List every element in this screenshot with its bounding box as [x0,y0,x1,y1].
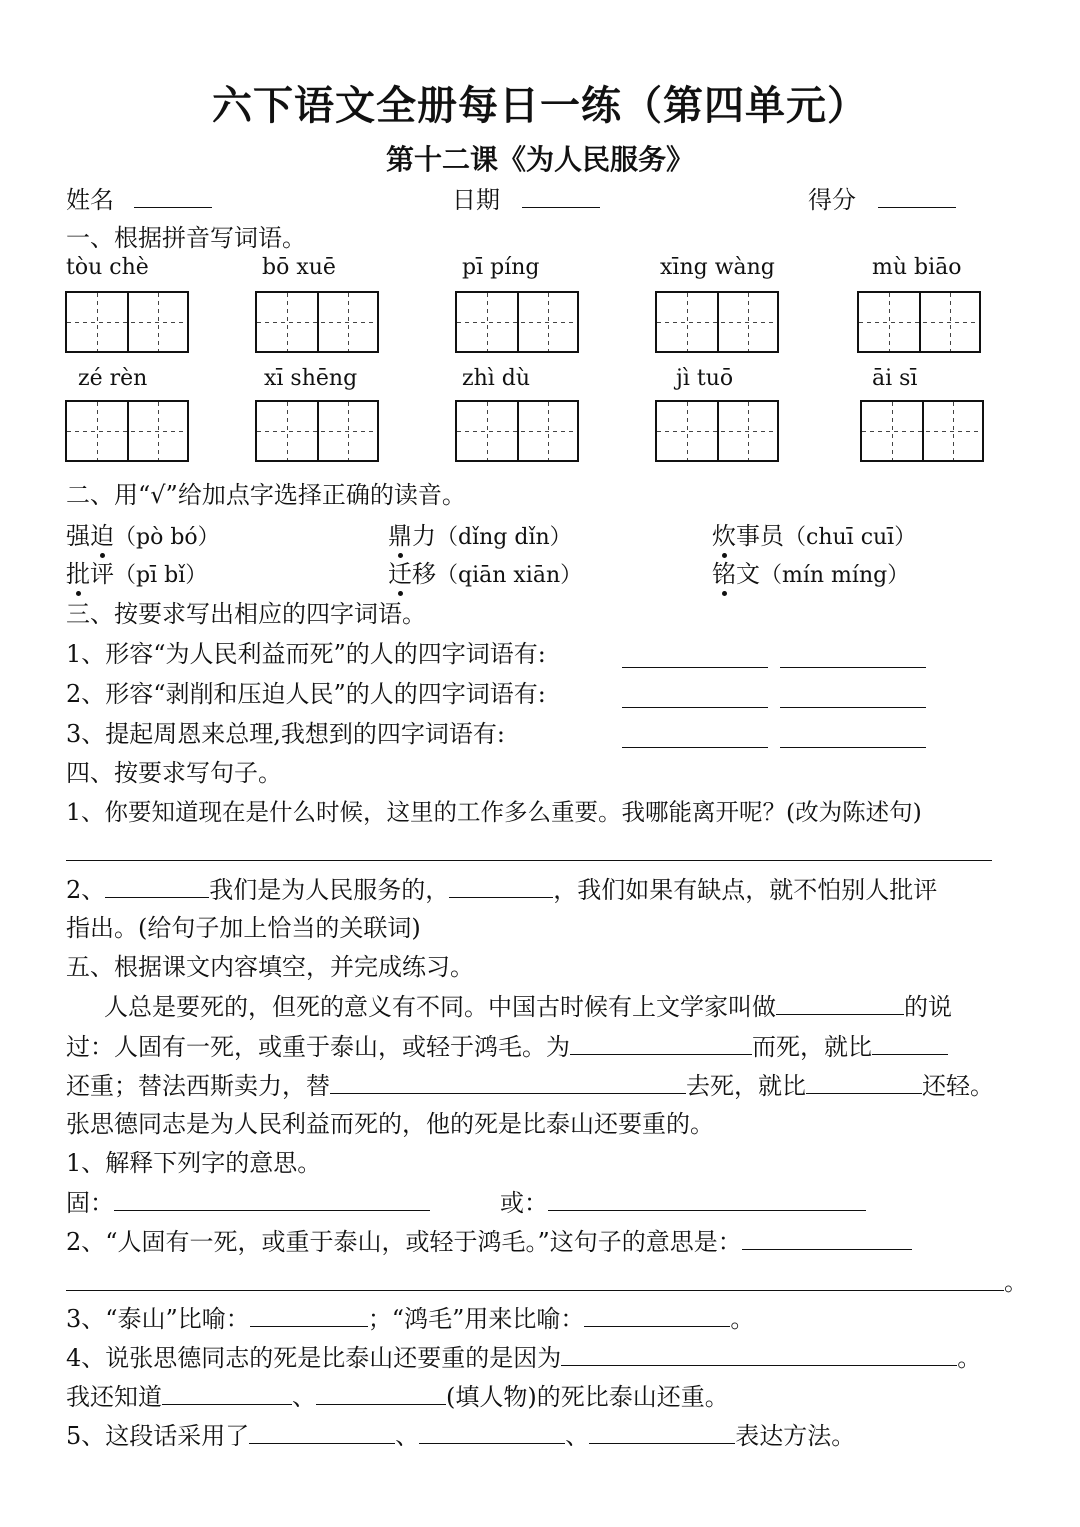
question-text: 、 [292,1383,316,1411]
dotted-char: 炊 [712,522,736,550]
question-3-2: 2、形容“剥削和压迫人民”的人的四字词语有: [66,680,546,708]
answer-blank[interactable] [548,1186,866,1211]
writing-grid[interactable] [455,291,579,353]
question-5-5 [66,1419,855,1452]
pinyin-options[interactable]: （qiān xiān） [436,563,583,588]
passage-line [66,1030,948,1063]
passage-text: 的说 [904,993,952,1021]
section-2-heading: 二、用“√”给加点字选择正确的读音。 [66,481,466,509]
answer-blank[interactable] [589,1419,735,1444]
reading-choice[interactable] [388,520,572,552]
define-gu [66,1186,430,1219]
answer-blank[interactable] [742,1225,912,1250]
question-text: 。 [730,1305,755,1333]
answer-blank[interactable] [250,1302,368,1327]
page-title: 六下语文全册每日一练（第四单元） [212,82,868,129]
writing-grid[interactable] [857,291,981,353]
word-text: 评 [90,560,114,588]
pinyin-prompt: jì tuō [676,366,734,391]
pinyin-prompt: bō xuē [262,255,336,280]
question-4-1: 1、你要知道现在是什么时候，这里的工作多么重要。我哪能离开呢？(改为陈述句) [66,798,922,826]
reading-choice[interactable] [66,558,207,590]
answer-blank[interactable] [622,707,768,708]
pinyin-prompt: āi sī [872,366,918,391]
passage-text: 还轻。 [922,1072,994,1100]
question-text: 3、“泰山”比喻： [66,1305,250,1333]
char-label: 固： [66,1189,114,1217]
section-3-heading: 三、按要求写出相应的四字词语。 [66,600,426,628]
name-label: 姓名 [66,186,114,214]
word-text: 强 [66,522,90,550]
dotted-char: 迁 [388,560,412,588]
writing-grid[interactable] [255,291,379,353]
section-4-heading: 四、按要求写句子。 [66,759,282,787]
passage-text: 去死，就比 [686,1072,806,1100]
section-1-heading: 一、根据拼音写词语。 [66,224,306,252]
answer-blank[interactable] [105,873,209,898]
pinyin-prompt: zé rèn [78,366,148,391]
pinyin-prompt: xī shēng [264,366,358,391]
section-5-heading: 五、根据课文内容填空，并完成练习。 [66,953,474,981]
writing-grid[interactable] [655,291,779,353]
question-5-4-b [66,1380,729,1413]
answer-blank[interactable] [249,1419,395,1444]
writing-grid[interactable] [255,400,379,462]
question-text: 表达方法。 [735,1422,856,1450]
end-period: 。 [1004,1268,1028,1296]
question-number: 2、 [66,876,106,904]
answer-blank[interactable] [872,1030,948,1055]
answer-blank[interactable] [622,667,768,668]
answer-blank[interactable] [780,707,926,708]
passage-line [66,1069,994,1102]
answer-blank[interactable] [622,747,768,748]
question-5-1: 1、解释下列字的意思。 [66,1149,322,1177]
reading-choice[interactable] [712,520,916,552]
lesson-subtitle: 第十二课《为人民服务》 [385,143,694,176]
score-label: 得分 [808,186,856,214]
answer-blank[interactable] [776,990,904,1015]
answer-blank[interactable] [780,747,926,748]
date-label: 日期 [452,186,500,214]
word-text: 移 [412,560,436,588]
reading-choice[interactable] [66,520,220,552]
question-4-2 [66,873,937,906]
dotted-char: 铭 [712,560,736,588]
question-text: ，我们如果有缺点，就不怕别人批评 [553,876,938,904]
passage-text: 而死，就比 [752,1033,872,1061]
writing-grid[interactable] [65,400,189,462]
word-text: 文 [736,560,760,588]
pinyin-options[interactable]: （dǐng dǐn） [436,525,572,550]
pinyin-prompt: zhì dù [462,366,531,391]
question-5-3 [66,1302,754,1335]
answer-blank[interactable] [570,1030,752,1055]
score-blank[interactable] [878,183,956,208]
question-text: 我还知道 [66,1383,162,1411]
answer-blank[interactable] [330,1069,686,1094]
writing-grid[interactable] [860,400,984,462]
name-blank[interactable] [134,183,212,208]
date-field[interactable] [452,183,600,216]
pinyin-options[interactable]: （pò bó） [114,525,220,550]
answer-line[interactable] [66,860,992,861]
writing-grid[interactable] [455,400,579,462]
question-text: 4、说张思德同志的死是比泰山还要重的是因为 [66,1344,562,1372]
dotted-char: 迫 [90,522,114,550]
writing-grid[interactable] [65,291,189,353]
reading-choice[interactable] [388,558,582,590]
passage-text: 还重；替法西斯卖力，替 [66,1072,330,1100]
question-text: 、 [565,1422,590,1450]
pinyin-prompt: pī píng [462,255,540,280]
define-huo [500,1186,866,1219]
char-label: 或： [500,1189,548,1217]
pinyin-options[interactable]: （chuī cuī） [784,525,917,550]
question-text: ；“鸿毛”用来比喻： [367,1305,585,1333]
pinyin-prompt: xīng wàng [660,255,775,280]
reading-choice[interactable] [712,558,909,590]
question-3-3: 3、提起周恩来总理,我想到的四字词语有: [66,720,505,748]
answer-line[interactable] [66,1290,1004,1291]
writing-grid[interactable] [655,400,779,462]
question-text: (填人物)的死比泰山还重。 [446,1383,729,1411]
pinyin-options[interactable]: （pī bǐ） [114,563,208,588]
question-text: 5、这段话采用了 [66,1422,250,1450]
answer-blank[interactable] [806,1069,922,1094]
question-text: 。 [957,1344,982,1372]
passage-line: 张思德同志是为人民利益而死的，他的死是比泰山还要重的。 [66,1110,714,1138]
question-5-2 [66,1225,912,1258]
passage-line [104,990,952,1023]
name-field[interactable] [66,183,212,216]
pinyin-prompt: tòu chè [66,255,149,280]
dotted-char: 鼎 [388,522,412,550]
answer-blank[interactable] [316,1380,446,1405]
date-blank[interactable] [522,183,600,208]
answer-blank[interactable] [114,1186,430,1211]
question-4-2-instruction: 指出。(给句子加上恰当的关联词) [66,914,421,942]
dotted-char: 批 [66,560,90,588]
word-text: 事员 [736,522,784,550]
answer-blank[interactable] [419,1419,565,1444]
answer-blank[interactable] [162,1380,292,1405]
answer-blank[interactable] [584,1302,730,1327]
answer-blank[interactable] [561,1341,957,1366]
answer-blank[interactable] [449,873,553,898]
passage-text: 过：人固有一死，或重于泰山，或轻于鸿毛。为 [66,1033,570,1061]
pinyin-prompt: mù biāo [872,255,962,280]
question-3-1: 1、形容“为人民利益而死”的人的四字词语有: [66,640,546,668]
pinyin-options[interactable]: （mín míng） [760,563,910,588]
answer-blank[interactable] [780,667,926,668]
score-field[interactable] [808,183,956,216]
question-text: 2、“人固有一死，或重于泰山，或轻于鸿毛。”这句子的意思是： [66,1228,742,1256]
question-text: 、 [395,1422,420,1450]
passage-text: 人总是要死的，但死的意义有不同。中国古时候有上文学家叫做 [104,993,776,1021]
word-text: 力 [412,522,436,550]
question-text: 我们是为人民服务的， [209,876,450,904]
question-5-4 [66,1341,981,1374]
